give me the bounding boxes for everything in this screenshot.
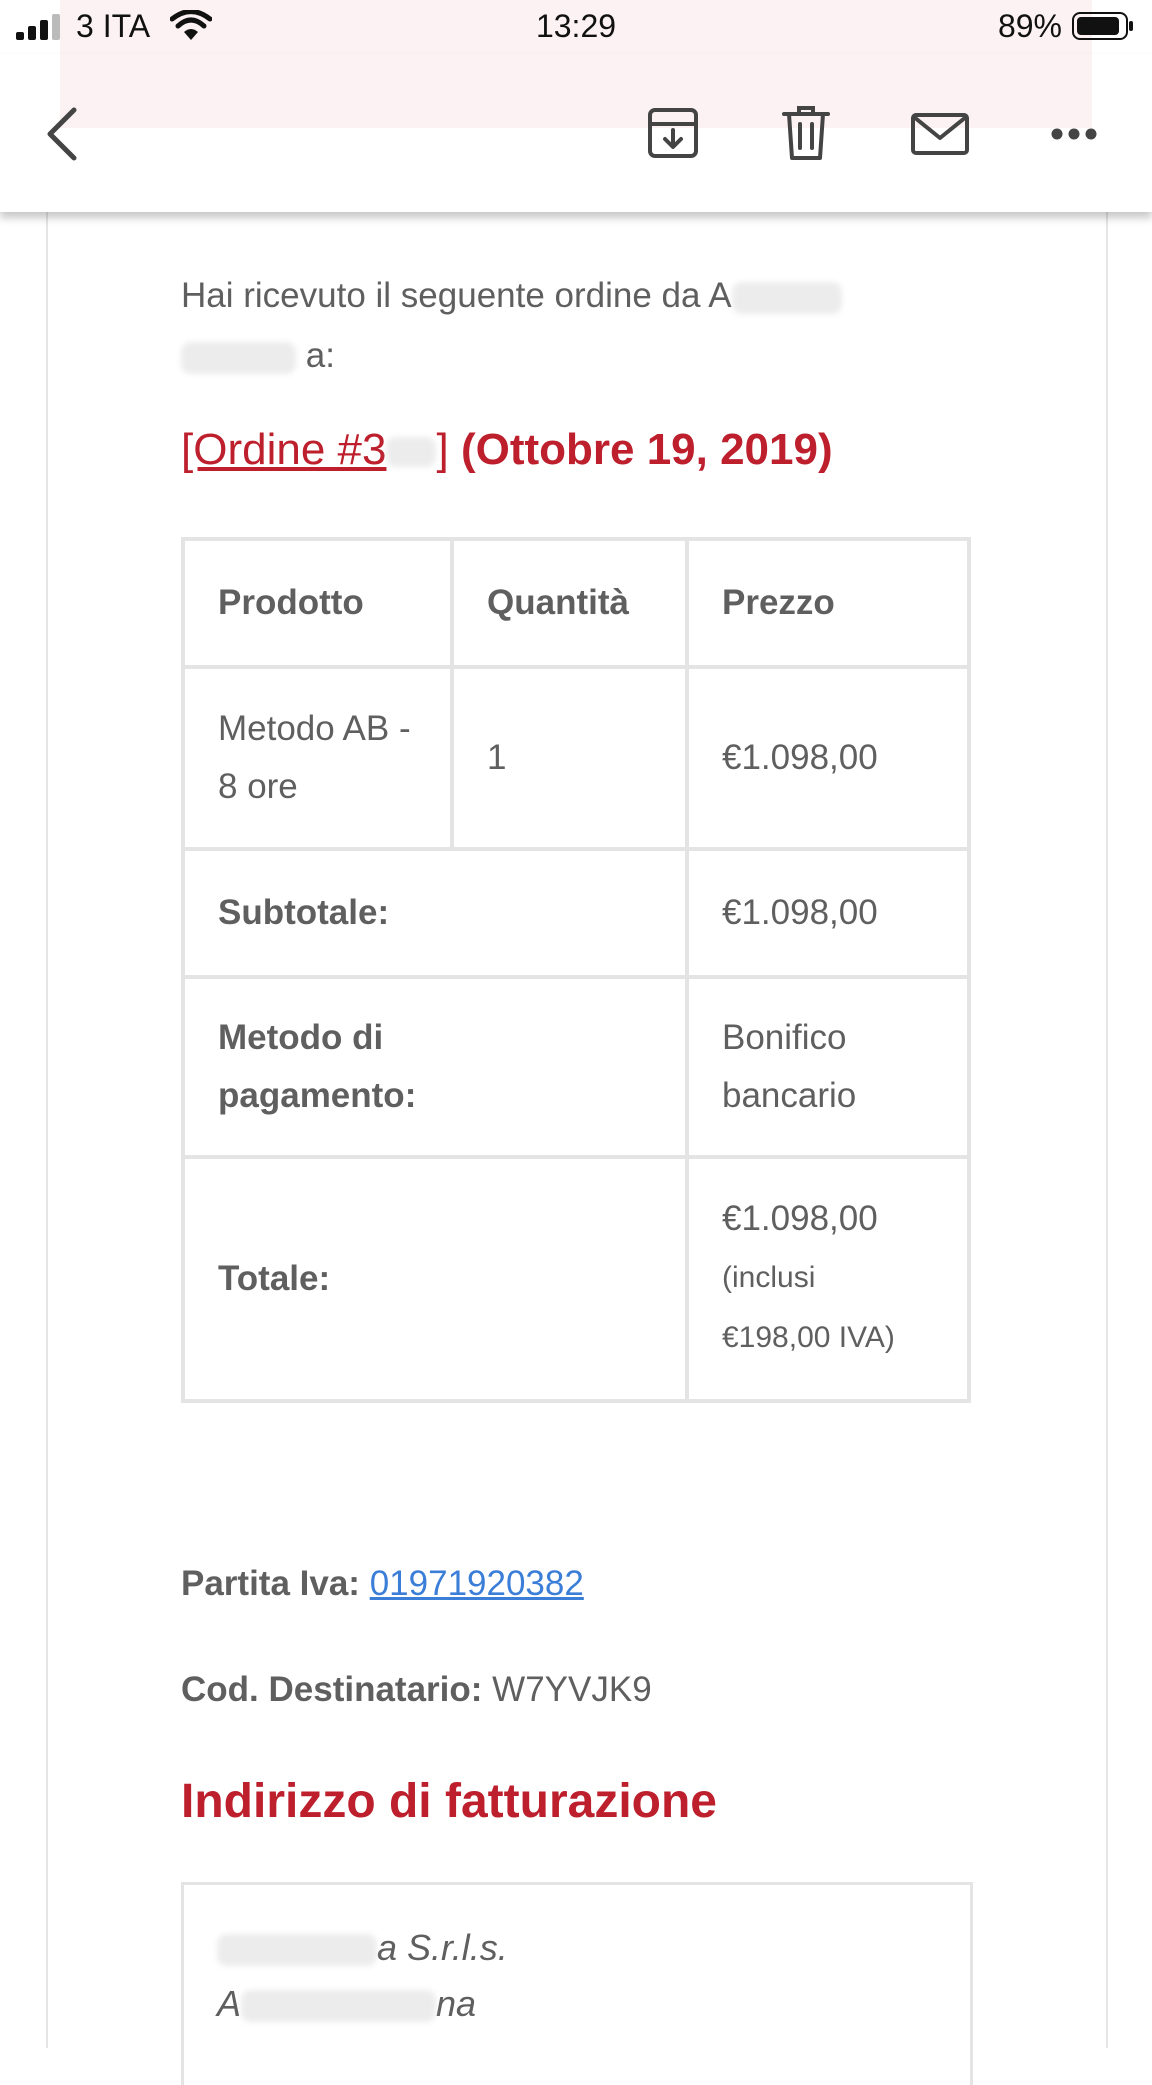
header-price: Prezzo: [687, 539, 969, 667]
back-icon[interactable]: [42, 104, 82, 164]
archive-icon[interactable]: [646, 106, 700, 160]
header-product: Prodotto: [183, 539, 452, 667]
toolbar-background: [0, 128, 1152, 212]
payment-row: [183, 977, 969, 1157]
more-icon[interactable]: [1050, 126, 1098, 142]
order-date: (Ottobre 19, 2019): [460, 425, 833, 474]
carrier-name: 3 ITA: [76, 8, 151, 44]
item-quantity: 1: [452, 667, 687, 849]
intro-line1: Hai ricevuto il seguente ordine da A: [181, 276, 732, 315]
table-row: [183, 667, 969, 849]
payment-value: Bonifico bancario: [687, 977, 969, 1157]
total-vat-note: (inclusi €198,00 IVA): [722, 1261, 895, 1354]
subtotal-value: €1.098,00: [687, 849, 969, 977]
recipient-value: W7YVJK9: [492, 1670, 652, 1709]
trash-icon[interactable]: [782, 104, 830, 162]
intro-line2: a:: [305, 336, 335, 375]
vat-number-line: [181, 1564, 584, 1604]
subtotal-label: Subtotale:: [183, 849, 687, 977]
intro-text: [181, 266, 941, 386]
billing-address-title: Indirizzo di fatturazione: [181, 1775, 717, 1828]
total-row: [183, 1157, 969, 1401]
vat-number-link[interactable]: 01971920382: [369, 1564, 584, 1603]
order-table: [181, 537, 971, 1403]
mail-icon[interactable]: [910, 112, 970, 156]
battery-icon: [1072, 12, 1134, 40]
total-label: Totale:: [183, 1157, 687, 1401]
subtotal-row: [183, 849, 969, 977]
order-heading: [181, 425, 833, 475]
item-price: €1.098,00: [687, 667, 969, 849]
recipient-label: Cod. Destinatario:: [181, 1670, 483, 1709]
redacted-name-2: [181, 342, 296, 374]
vat-label: Partita Iva:: [181, 1564, 360, 1603]
order-link[interactable]: [Ordine #3 ]: [181, 425, 449, 474]
battery-percentage: 89%: [997, 8, 1062, 44]
total-value: €1.098,00: [722, 1199, 878, 1238]
address-line-1: a S.r.l.s.: [217, 1927, 508, 1969]
header-quantity: Quantità: [452, 539, 687, 667]
clock: 13:29: [535, 8, 617, 44]
item-product: Metodo AB - 8 ore: [183, 667, 452, 849]
recipient-code-line: [181, 1670, 652, 1710]
email-toolbar: [0, 54, 1152, 212]
billing-address-box: [181, 1882, 973, 2085]
redacted-name: [732, 282, 842, 314]
total-value-cell: [687, 1157, 969, 1401]
payment-label: Metodo di pagamento:: [183, 977, 687, 1157]
address-line-2: A na: [217, 1983, 477, 2024]
status-bar: [0, 0, 1152, 54]
